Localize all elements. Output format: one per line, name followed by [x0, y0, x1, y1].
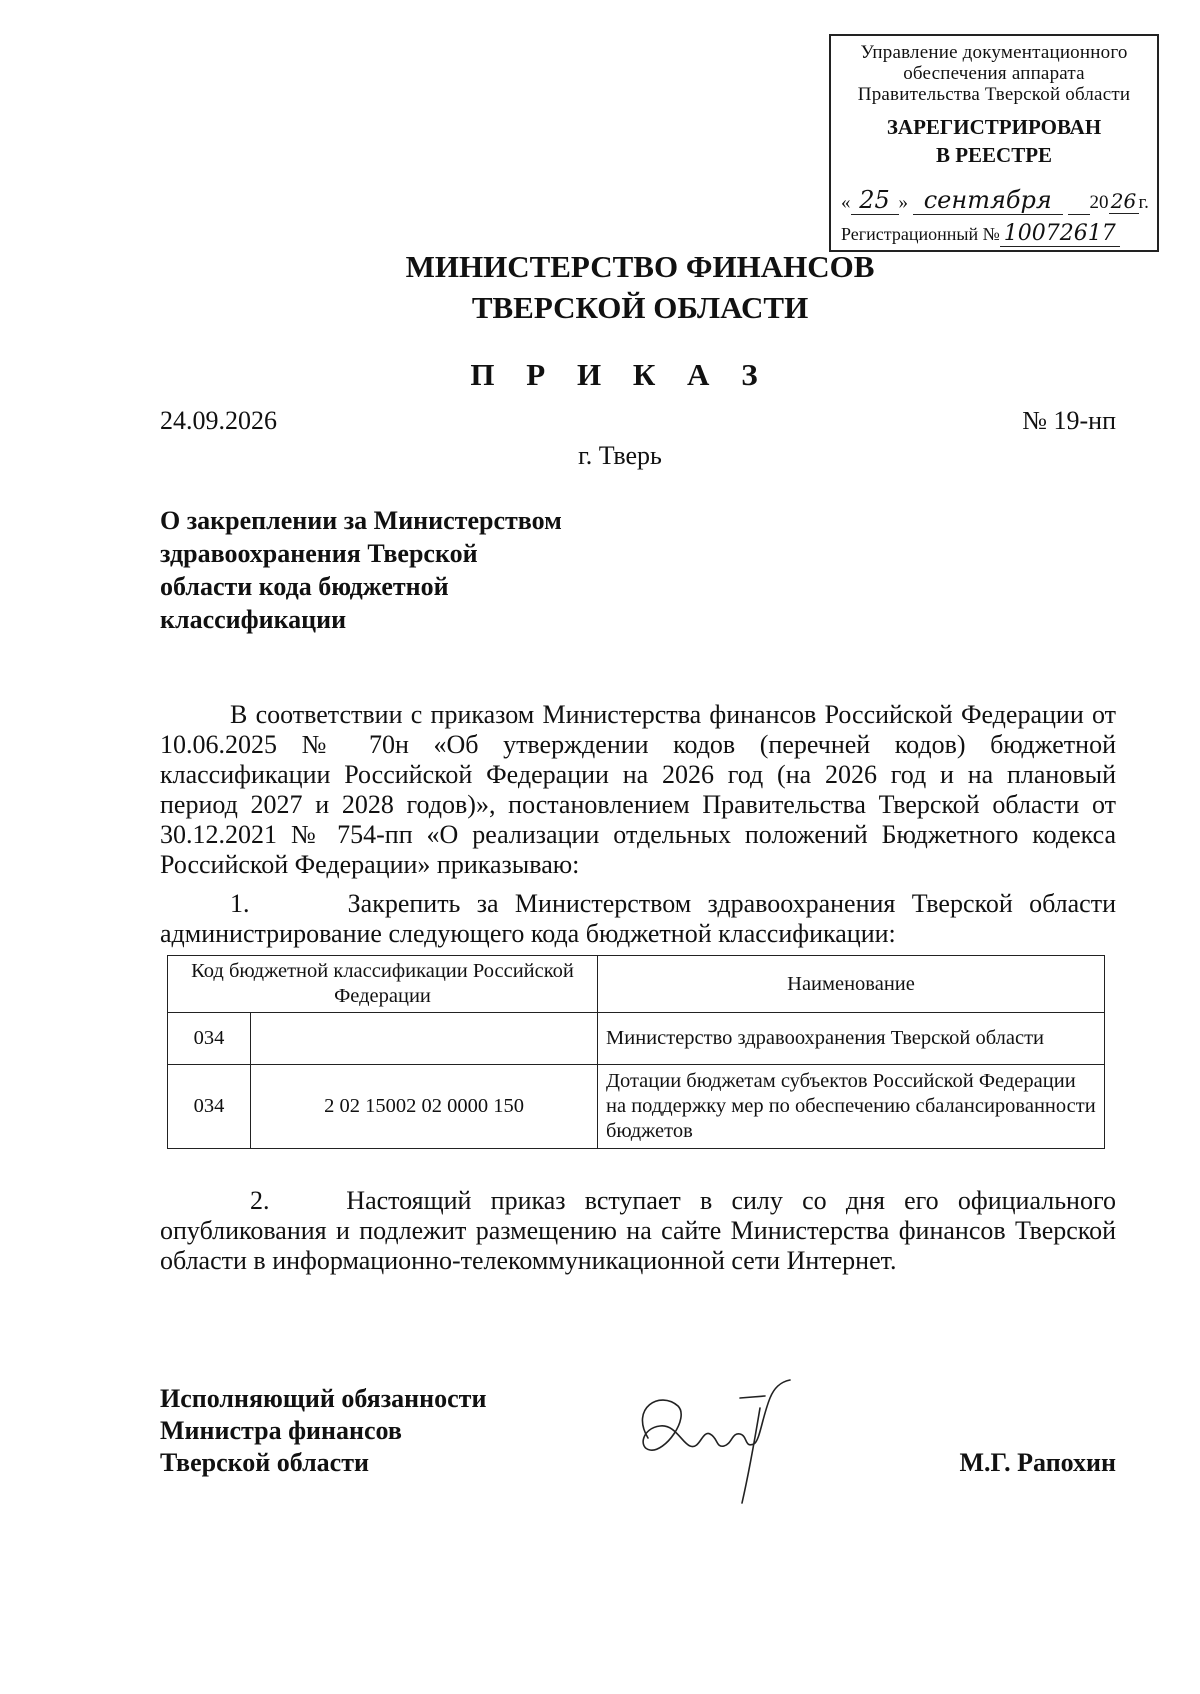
document-date: 24.09.2026: [160, 406, 277, 435]
handwritten-signature: [620, 1368, 800, 1508]
stamp-date-blank: [1068, 192, 1090, 215]
document-city: г. Тверь: [578, 441, 662, 470]
stamp-reg-label: Регистрационный №: [841, 224, 1000, 244]
stamp-org-line: Правительства Тверской области: [857, 84, 1131, 105]
stamp-date-month: сентября: [913, 186, 1063, 215]
table-cell-code: 2 02 15002 02 0000 150: [251, 1065, 598, 1149]
stamp-date-year-prefix: 20: [1089, 192, 1109, 213]
subject-line: здравоохранения Тверской: [160, 539, 478, 568]
document-type: П Р И К А З: [470, 357, 770, 392]
signer-position-line: Исполняющий обязанности: [160, 1384, 487, 1413]
registration-stamp: [829, 34, 1159, 252]
stamp-date-quote: «: [841, 192, 851, 213]
subject-line: О закреплении за Министерством: [160, 506, 562, 535]
ministry-title-line: ТВЕРСКОЙ ОБЛАСТИ: [471, 290, 809, 325]
subject-line: классификации: [160, 605, 347, 634]
document-subject: [160, 504, 620, 636]
stamp-date-quote: »: [898, 192, 908, 213]
stamp-date-day: 25: [851, 186, 899, 215]
table-row: [168, 1065, 1105, 1149]
table-header-name: Наименование: [598, 956, 1105, 1013]
stamp-date-year-suffix: 26: [1109, 189, 1139, 214]
stamp-title: [831, 113, 1157, 169]
budget-code-table: [167, 955, 1105, 1149]
stamp-date: [841, 186, 1149, 215]
stamp-org-line: Управление документационного: [860, 42, 1128, 63]
document-number: № 19-нп: [1022, 406, 1116, 435]
signer-position: [160, 1383, 486, 1479]
stamp-date-year-unit: г.: [1138, 192, 1149, 213]
signer-position-line: Тверской области: [160, 1448, 369, 1477]
stamp-reg-number: 10072617: [1000, 221, 1120, 247]
order-item-1: 1. Закрепить за Министерством здравоохранения Тверской области администрирование следующего кода бюджетной классификации:: [160, 889, 1116, 948]
subject-line: области кода бюджетной: [160, 572, 449, 601]
stamp-registration-number: [841, 221, 1120, 247]
signer-position-line: Министра финансов: [160, 1416, 402, 1445]
stamp-title-line: В РЕЕСТРЕ: [935, 143, 1053, 167]
order-item-2: 2. Настоящий приказ вступает в силу со дня его официального опубликования и подлежит размещению на сайте Министерства финансов Тверской области в информационно-телекоммуникационной сети Интернет.: [160, 1186, 1116, 1275]
signer-name: М.Г. Рапохин: [959, 1448, 1116, 1477]
ministry-title: [0, 246, 1200, 328]
table-cell-name: Министерство здравоохранения Тверской области: [598, 1013, 1105, 1065]
stamp-organization: [831, 42, 1157, 105]
stamp-org-line: обеспечения аппарата: [903, 63, 1085, 84]
table-cell-admin: 034: [168, 1013, 251, 1065]
table-header-code: Код бюджетной классификации Российской Федерации: [168, 956, 598, 1013]
table-cell-name: Дотации бюджетам субъектов Российской Федерации на поддержку мер по обеспечению сбалансированности бюджетов: [598, 1065, 1105, 1149]
table-row: [168, 1013, 1105, 1065]
table-cell-admin: 034: [168, 1065, 251, 1149]
stamp-title-line: ЗАРЕГИСТРИРОВАН: [886, 115, 1102, 139]
table-cell-code: [251, 1013, 598, 1065]
table-header-row: [168, 956, 1105, 1013]
ministry-title-line: МИНИСТЕРСТВО ФИНАНСОВ: [405, 249, 875, 284]
preamble-paragraph: В соответствии с приказом Министерства финансов Российской Федерации от 10.06.2025 № 70н «Об утверждении кодов (перечней кодов) бюджетной классификации Российской Федерации на 2026 год (на 2026 год и на плановый период 2027 и 2028 годов)», постановлением Правительства Тверской области от 30.12.2021 № 754-пп «О реализации отдельных положений Бюджетного кодекса Российской Федерации» приказываю:: [160, 700, 1116, 879]
